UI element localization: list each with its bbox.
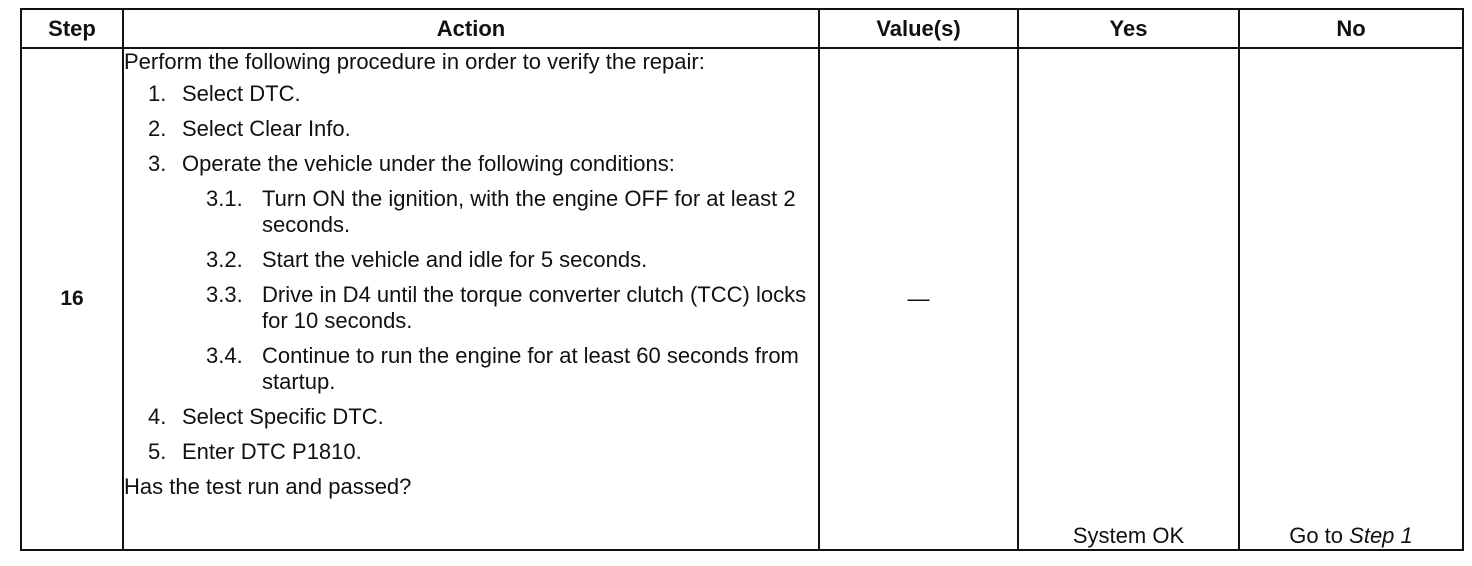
no-result — [1239, 48, 1463, 550]
step-4-number: 4. — [148, 404, 167, 429]
step-number: 16 — [21, 48, 123, 550]
no-result-prefix: Go to — [1289, 523, 1344, 548]
substep-3-4-number: 3.4. — [206, 343, 243, 368]
step-1-link[interactable]: Step 1 — [1349, 523, 1413, 548]
yes-result: System OK — [1018, 48, 1239, 550]
action-cell — [123, 48, 819, 550]
procedure-step-3 — [124, 151, 818, 177]
procedure-substep-3-3 — [124, 282, 818, 334]
procedure-substep-3-1 — [124, 186, 818, 238]
header-row — [21, 9, 1463, 48]
step-3-text: Operate the vehicle under the following conditions: — [182, 151, 675, 176]
step-1-text: Select DTC. — [182, 81, 301, 106]
step-1-number: 1. — [148, 81, 167, 106]
substep-3-2-text: Start the vehicle and idle for 5 seconds. — [262, 247, 648, 272]
step-2-text: Select Clear Info. — [182, 116, 351, 141]
procedure-step-5 — [124, 439, 818, 465]
diagnostic-table — [20, 8, 1464, 551]
substep-3-3-number: 3.3. — [206, 282, 243, 307]
table-row — [21, 48, 1463, 550]
action-question: Has the test run and passed? — [124, 474, 412, 499]
step-5-number: 5. — [148, 439, 167, 464]
substep-3-3-text: Drive in D4 until the torque converter clutch (TCC) locks for 10 seconds. — [262, 282, 807, 333]
procedure-substep-3-4 — [124, 343, 818, 395]
step-5-text: Enter DTC P1810. — [182, 439, 362, 464]
value-cell: — — [819, 48, 1018, 550]
substep-3-1-number: 3.1. — [206, 186, 243, 211]
header-no: No — [1239, 9, 1463, 48]
step-4-text: Select Specific DTC. — [182, 404, 384, 429]
step-3-number: 3. — [148, 151, 167, 176]
procedure-step-2 — [124, 116, 818, 142]
header-action: Action — [123, 9, 819, 48]
procedure-substep-3-2 — [124, 247, 818, 273]
header-yes: Yes — [1018, 9, 1239, 48]
procedure-step-4 — [124, 404, 818, 430]
header-values: Value(s) — [819, 9, 1018, 48]
step-2-number: 2. — [148, 116, 167, 141]
header-step: Step — [21, 9, 123, 48]
substep-3-4-text: Continue to run the engine for at least 60 seconds from startup. — [262, 343, 799, 394]
action-intro: Perform the following procedure in order to verify the repair: — [124, 49, 705, 74]
substep-3-2-number: 3.2. — [206, 247, 243, 272]
substep-3-1-text: Turn ON the ignition, with the engine OFF for at least 2 seconds. — [262, 186, 796, 237]
procedure-step-1 — [124, 81, 818, 107]
